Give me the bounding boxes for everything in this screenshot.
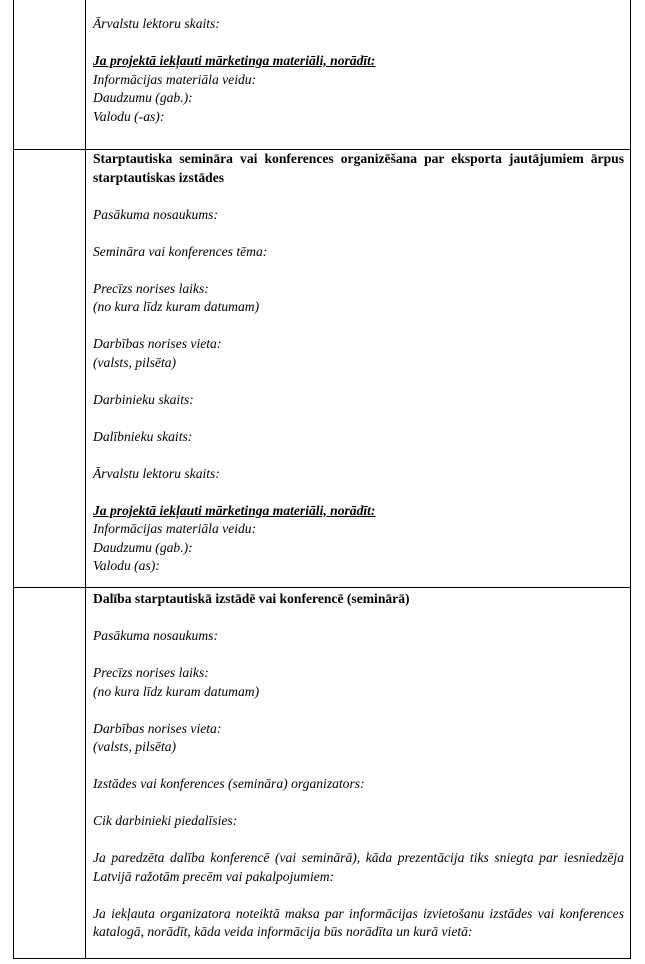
- form-table: [13, 0, 631, 959]
- place-label: Darbības norises vieta:: [93, 336, 222, 351]
- material-type-label: Informācijas materiāla veidu:: [93, 521, 257, 536]
- row-divider: [13, 587, 631, 588]
- section-3-cell: [93, 590, 624, 942]
- table-column-divider: [85, 0, 86, 959]
- marketing-heading: Ja projektā iekļauti mārketinga materiāli, norādīt:: [93, 502, 376, 518]
- staff-label: Cik darbinieki piedalīsies:: [93, 813, 238, 828]
- table-left-border: [13, 0, 14, 959]
- quantity-label: Daudzumu (gab.):: [93, 90, 193, 105]
- foreign-lecturers-label: Ārvalstu lektoru skaits:: [93, 16, 220, 31]
- time-label: Precīzs norises laiks:: [93, 280, 209, 296]
- catalog-label: Ja iekļauta organizatora noteiktā maksa par informācijas izvietošanu izstādes vai konferences katalogā, norādīt, kāda veida informācija būs norādīta un kurā vietā:: [93, 905, 624, 939]
- languages-label: Valodu (as):: [93, 558, 160, 573]
- place-hint: (valsts, pilsēta): [93, 739, 177, 754]
- event-name-label: Pasākuma nosaukums:: [93, 628, 218, 643]
- section-1-cell: [93, 15, 624, 126]
- foreign-lecturers-label: Ārvalstu lektoru skaits:: [93, 465, 220, 481]
- section-2-heading: Starptautiska semināra vai konferences organizēšana par eksporta jautājumiem ārpus starptautiskas izstādes: [93, 151, 624, 185]
- presentation-label: Ja paredzēta dalība konferencē (vai seminārā), kāda prezentācija tiks sniegta par iesniedzēja Latvijā ražotām precēm vai pakalpojumiem:: [93, 850, 624, 884]
- table-bottom-border: [13, 958, 631, 959]
- languages-label: Valodu (-as):: [93, 108, 165, 124]
- material-type-label: Informācijas materiāla veidu:: [93, 71, 257, 87]
- time-hint: (no kura līdz kuram datumam): [93, 683, 260, 699]
- topic-label: Semināra vai konferences tēma:: [93, 243, 268, 259]
- section-3-heading: Dalība starptautiskā izstādē vai konferencē (seminārā): [93, 591, 410, 606]
- participants-label: Dalībnieku skaits:: [93, 428, 193, 444]
- event-name-label: Pasākuma nosaukums:: [93, 206, 218, 222]
- quantity-label: Daudzumu (gab.):: [93, 539, 193, 555]
- place-label: Darbības norises vieta:: [93, 720, 222, 736]
- table-right-border: [630, 0, 631, 959]
- time-label: Precīzs norises laiks:: [93, 665, 209, 680]
- marketing-heading: Ja projektā iekļauti mārketinga materiāli, norādīt:: [93, 53, 376, 68]
- place-hint: (valsts, pilsēta): [93, 354, 177, 370]
- organizer-label: Izstādes vai konferences (semināra) organizators:: [93, 776, 365, 791]
- section-2-cell: [93, 150, 624, 576]
- time-hint: (no kura līdz kuram datumam): [93, 299, 260, 314]
- employees-label: Darbinieku skaits:: [93, 391, 194, 407]
